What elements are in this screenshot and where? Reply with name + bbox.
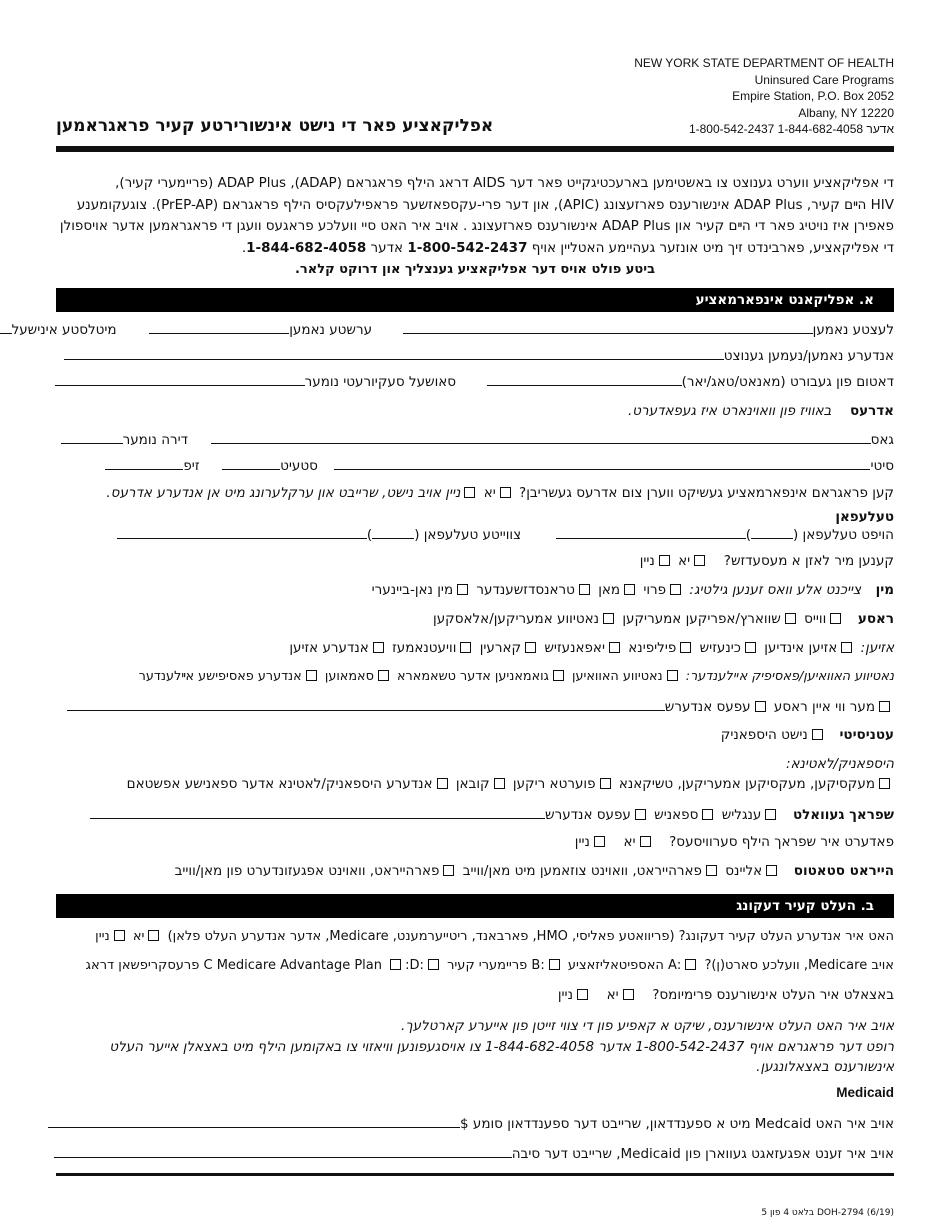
last-name-label: לעצטע נאמען xyxy=(812,322,894,338)
name-row xyxy=(11,320,894,338)
pacific-option-label: אנדערע פאסיפישע אײלענדער xyxy=(138,669,302,684)
asian-option-label: אנדערע אזיען xyxy=(289,640,369,656)
print-instruction: ביטע פולט אויס דער אפליקאציע גענצליך און דרוקט קלאר. xyxy=(294,262,656,277)
gender-option-checkbox[interactable] xyxy=(457,584,468,595)
gender-option-checkbox[interactable] xyxy=(579,584,590,595)
address-note: באוויז פון וואוינארט איז געפאדערט. xyxy=(627,403,832,419)
street-label: גאס xyxy=(870,432,894,448)
denial-reason-field[interactable] xyxy=(54,1144,512,1158)
agency-city: Albany, NY 12220 xyxy=(798,105,894,120)
gender-option-checkbox[interactable] xyxy=(670,584,681,595)
alt-phone-area-code[interactable] xyxy=(372,525,414,539)
insurance-note-line: אויב איר האט העלט אינשורענס, שיקט א קאפיע פון די צווי זייטן פון אייערע קארטלעך. xyxy=(401,1018,894,1034)
pacific-option-checkbox[interactable] xyxy=(378,670,389,681)
message-no-checkbox[interactable] xyxy=(659,555,670,566)
dob-label: דאטום פון געבורט (מאנאט/טאג/יאר) xyxy=(681,374,894,390)
dob-row xyxy=(56,372,894,390)
hotline-number-alt: 1-844-682-4058 xyxy=(246,239,367,256)
language-option-label: עפעס אנדערש xyxy=(545,807,631,823)
message-row xyxy=(56,553,894,569)
agency-phone: 1-800-542-2437 אדער 1-844-682-4058 xyxy=(688,122,894,136)
mail-question: קען פראגראם אינפארמאציע געשיקט ווערן צום אדרעס געשריבן? xyxy=(519,485,894,501)
race-option-checkbox[interactable] xyxy=(785,613,796,624)
ssn-field[interactable] xyxy=(55,372,305,386)
paren: ) xyxy=(366,527,373,543)
language-option-checkbox[interactable] xyxy=(765,809,776,820)
hispanic-option-checkbox[interactable] xyxy=(437,778,448,789)
language-option-label: ספאניש xyxy=(654,807,699,823)
mail-no-checkbox[interactable] xyxy=(464,487,475,498)
hispanic-label: היספאניק/לאטינא: xyxy=(785,756,894,772)
yes-label: יא xyxy=(623,834,636,850)
asian-option-checkbox[interactable] xyxy=(841,642,852,653)
gender-option-label: פרוי xyxy=(643,582,667,598)
race-row xyxy=(56,611,894,627)
hispanic-option-label: אנדערע היספאניק/לאטינא אדער ספאנישע אפשטאם xyxy=(126,776,433,792)
yes-label: יא xyxy=(132,929,145,944)
agency-street: Empire Station, P.O. Box 2052 xyxy=(732,89,894,103)
paren: ) xyxy=(745,527,751,543)
gender-option-label: מאן xyxy=(598,582,621,598)
section-a-header: א. אפליקאנט אינפארמאציע xyxy=(56,288,894,312)
gender-option-checkbox[interactable] xyxy=(624,584,635,595)
form-footer: DOH-2794 (6/19) בלאט 4 פון 5 xyxy=(761,1208,894,1218)
address-heading-row xyxy=(56,403,894,419)
yes-label: יא xyxy=(606,987,619,1003)
other-race-label: עפעס אנדערש xyxy=(664,699,751,715)
interpreter-no-checkbox[interactable] xyxy=(594,836,605,847)
gender-label: מין xyxy=(875,582,894,598)
gender-option-label: טראנסדזשענדער xyxy=(476,582,575,598)
hispanic-row xyxy=(56,776,894,792)
pacific-option-checkbox[interactable] xyxy=(553,670,564,681)
coverage-yes-checkbox[interactable] xyxy=(148,930,159,941)
medicare-part-label: :D פרעסקריפשאן דראג xyxy=(85,958,420,973)
race-option-checkbox[interactable] xyxy=(603,613,614,624)
title-divider xyxy=(56,146,894,152)
no-label: ניין xyxy=(574,834,590,850)
pacific-option-checkbox[interactable] xyxy=(306,670,317,681)
medicare-part-checkbox[interactable] xyxy=(685,959,696,970)
state-field[interactable] xyxy=(222,456,280,470)
hispanic-option-checkbox[interactable] xyxy=(494,778,505,789)
medicare-part-label: :A האספיטאליזאציע xyxy=(567,958,682,973)
phone-label: טעלעפאן xyxy=(835,509,894,525)
other-names-field[interactable] xyxy=(64,346,724,360)
interpreter-yes-checkbox[interactable] xyxy=(640,836,651,847)
race-option-checkbox[interactable] xyxy=(830,613,841,624)
premium-yes-checkbox[interactable] xyxy=(623,989,634,1000)
medicare-part-checkbox[interactable] xyxy=(428,959,439,970)
medicare-part-label: :B פריימערי קעיר xyxy=(447,958,545,973)
premium-no-checkbox[interactable] xyxy=(577,989,588,1000)
coverage-no-checkbox[interactable] xyxy=(114,930,125,941)
race-option-label: שווארץ/אפריקען אמעריקען xyxy=(622,611,781,627)
medicare-row xyxy=(56,958,894,973)
hispanic-option-label: מעקסיקען, מעקסיקען אמעריקען, טשיקאנא xyxy=(618,776,875,792)
mail-yes-checkbox[interactable] xyxy=(500,487,511,498)
language-row xyxy=(56,805,894,823)
street-row xyxy=(56,430,894,448)
phone-row xyxy=(56,525,894,543)
multi-race-checkbox[interactable] xyxy=(879,701,890,712)
not-hispanic-checkbox[interactable] xyxy=(812,729,823,740)
language-option-label: ענגליש xyxy=(721,807,762,823)
last-name-field[interactable] xyxy=(403,320,813,334)
hispanic-option-checkbox[interactable] xyxy=(600,778,611,789)
other-names-row xyxy=(56,346,894,364)
middle-initial-label: מיטלסטע אינישעל xyxy=(11,322,117,338)
asian-option-checkbox[interactable] xyxy=(460,642,471,653)
main-phone-area-code[interactable] xyxy=(751,525,793,539)
premium-row xyxy=(56,987,894,1003)
asian-option-label: אזיען אינדיען xyxy=(764,640,838,656)
asian-row xyxy=(56,640,894,656)
ssn-label: סאושעל סעקיורעטי נומער xyxy=(304,374,457,390)
asian-option-label: כינעזיש xyxy=(699,640,741,656)
other-language-field[interactable] xyxy=(90,805,545,819)
asian-option-label: יאפאנעזיש xyxy=(544,640,605,656)
ethnicity-row xyxy=(56,727,894,743)
asian-option-checkbox[interactable] xyxy=(373,642,384,653)
spenddown-label: אויב איר האט Medcaid מיט א ספענדדאון, שרייבט דער ספענדדאון סומע $ xyxy=(459,1116,894,1132)
race-more-row xyxy=(56,697,894,715)
address-label: אדרעס xyxy=(849,403,894,419)
intro-line: HIV הײם קעיר, ADAP Plus אינשורענס פארזעצונג (APIC), און דער פרי-עקספאזשער פראפילעקסיס הילף פראגראם (PrEP-AP). צוגעקומענע xyxy=(76,196,894,213)
pacific-option-label: גואמאניען אדער טשאמארא xyxy=(397,669,549,684)
ethnicity-label: עטניסיטי xyxy=(839,727,894,743)
language-option-checkbox[interactable] xyxy=(635,809,646,820)
no-label: ניין xyxy=(557,987,573,1003)
asian-option-label: פיליפינא xyxy=(628,640,677,656)
insurance-note-line: רופט דער פראגראם אויף 1-800-542-2437 אדער 1-844-682-4058 צו אויסגעפונען וויאזוי צו באקומען הילף מיט באצאלן אייער העלט xyxy=(109,1038,894,1055)
main-phone-number[interactable] xyxy=(556,525,746,539)
agency-program: Uninsured Care Programs xyxy=(754,72,894,87)
medicaid-heading: Medicaid xyxy=(836,1085,894,1100)
city-row xyxy=(56,456,894,474)
hotline-number: 1-800-542-2437 xyxy=(407,239,528,256)
message-question: קענען מיר לאזן א מעסעדזש? xyxy=(723,553,894,569)
interpreter-row xyxy=(56,834,894,850)
insurance-note xyxy=(56,1016,894,1078)
zip-field[interactable] xyxy=(105,456,183,470)
race-label: ראסע xyxy=(857,611,894,627)
pacific-option-checkbox[interactable] xyxy=(667,670,678,681)
marital-option-label: פארהייראט, וואוינט צוזאמען מיט מאן/ווייב xyxy=(462,863,702,879)
alt-phone-number[interactable] xyxy=(117,525,367,539)
hispanic-option-label: קובאן xyxy=(455,776,490,792)
marital-option-checkbox[interactable] xyxy=(706,865,717,876)
agency-address xyxy=(634,55,894,138)
medicare-part-label: :C Medicare Advantage Plan xyxy=(203,958,424,973)
street-field[interactable] xyxy=(211,430,871,444)
pacific-row xyxy=(56,669,894,684)
marital-option-checkbox[interactable] xyxy=(443,865,454,876)
footer-divider xyxy=(56,1173,894,1176)
marital-option-label: אליינס xyxy=(725,863,763,879)
marital-option-label: פארהייראט, וואוינט אפגעזונדערט פון מאן/ווייב xyxy=(174,863,440,879)
zip-label: זיפ xyxy=(183,458,200,474)
denial-reason-label: אויב איר זענט אפגעזאגט געווארן פון Medicaid, שרייבט דער סיבה xyxy=(511,1146,894,1162)
other-coverage-row xyxy=(56,929,894,944)
form-title: אפליקאציע פאר די נישט אינשורירטע קעיר פראגראמען xyxy=(56,116,494,136)
other-race-checkbox[interactable] xyxy=(755,701,766,712)
dob-field[interactable] xyxy=(487,372,682,386)
gender-row xyxy=(56,582,894,598)
asian-option-checkbox[interactable] xyxy=(609,642,620,653)
alt-phone-label: צווייטע טעלעפאן ( xyxy=(414,527,522,543)
agency-name: NEW YORK STATE DEPARTMENT OF HEALTH xyxy=(634,56,894,70)
spenddown-row xyxy=(56,1114,894,1132)
gender-option-label: מין נאן-ביינערי xyxy=(371,582,454,598)
other-coverage-question: האט איר אנדערע העלט קעיר דעקונג? (פריוואטע פאליסי, HMO, פארבאנד, ריטייערמענט, Medicare, אדער אנדערע העלט פלאן) xyxy=(167,929,894,944)
other-names-label: אנדערע נאמען/נעמען גענוצט xyxy=(723,348,894,364)
medicare-question: אויב Medicare, וועלכע סארט(ן)? xyxy=(704,958,894,973)
message-yes-checkbox[interactable] xyxy=(694,555,705,566)
pacific-option-label: נאטיווע האוואיען xyxy=(571,669,663,684)
intro-line: די אפליקאציע ווערט גענוצט צו באשטימען בארעכטיגקייט פאר דער AIDS דראג הילף פראגראם (ADAP), ADAP Plus (פריימערי קעיר), xyxy=(115,175,894,191)
insurance-note-line: אינשורענס באצאלונגען. xyxy=(756,1059,894,1075)
city-field[interactable] xyxy=(334,456,870,470)
other-race-field[interactable] xyxy=(67,697,665,711)
language-label: שפראך געוואלט xyxy=(792,807,894,823)
pacific-label: נאטיווע האוואיען/פאסיפיק אײלענדער: xyxy=(685,669,894,684)
middle-initial-field[interactable] xyxy=(0,320,12,334)
asian-option-checkbox[interactable] xyxy=(525,642,536,653)
yes-label: יא xyxy=(483,485,496,501)
asian-option-label: קארעין xyxy=(479,640,522,656)
race-option-label: נאטיווע אמעריקען/אלאסקען xyxy=(433,611,600,627)
spenddown-field[interactable] xyxy=(48,1114,460,1128)
gender-note: צייכנט אלע וואס זענען גילטיג: xyxy=(689,582,862,598)
mail-no-note: ניין אויב נישט, שרייבט און ערקלערונג מיט אן אנדערע אדרעס. xyxy=(106,485,461,501)
city-label: סיטי xyxy=(870,458,894,474)
intro-line: פאפירן איז נויטיג פאר די הײם קעיר און ADAP Plus אינשורענס פארזעצונג . אויב איר האט סיי וועלכע פראגעס וועגן די פראגראמען אדער אויספולן xyxy=(59,218,894,234)
multi-race-label: מער ווי איין ראסע xyxy=(773,699,875,715)
asian-option-checkbox[interactable] xyxy=(680,642,691,653)
pacific-option-label: סאמאוען xyxy=(324,669,374,684)
denial-row xyxy=(56,1144,894,1162)
asian-option-checkbox[interactable] xyxy=(745,642,756,653)
apt-label: דירה נומער xyxy=(122,432,189,448)
state-label: סטעיט xyxy=(280,458,318,474)
apt-field[interactable] xyxy=(61,430,123,444)
race-option-label: ווייס xyxy=(804,611,827,627)
main-phone-label: הויפט טעלעפאן ( xyxy=(792,527,894,543)
first-name-field[interactable] xyxy=(149,320,289,334)
not-hispanic-label: נישט היספאניק xyxy=(720,727,808,743)
yes-label: יא xyxy=(678,553,691,569)
mail-permission-row xyxy=(56,485,894,501)
no-label: ניין xyxy=(95,929,110,944)
section-b-header: ב. העלט קעיר דעקונג xyxy=(56,894,894,918)
first-name-label: ערשטע נאמען xyxy=(289,322,373,338)
no-label: ניין xyxy=(639,553,655,569)
premium-question: באצאלט איר העלט אינשורענס פרימיומס? xyxy=(652,987,894,1003)
marital-row xyxy=(56,863,894,879)
hispanic-option-label: פוערטא ריקען xyxy=(512,776,596,792)
asian-option-label: וויעטנאמעז xyxy=(392,640,457,656)
medicare-part-checkbox[interactable] xyxy=(549,959,560,970)
marital-status-label: הייראט סטאטוס xyxy=(793,863,894,879)
intro-line: די אפליקאציע, פארבינדט זיך מיט אונזער געהיימע האטליין אויף 1-800-542-2437 אדער 1-844-682-4058. xyxy=(241,239,894,256)
asian-label: אזיען: xyxy=(860,640,894,656)
hispanic-option-checkbox[interactable] xyxy=(879,778,890,789)
interpreter-question: פאדערט איר שפראך הילף סערוויסעס? xyxy=(669,834,894,850)
language-option-checkbox[interactable] xyxy=(702,809,713,820)
marital-option-checkbox[interactable] xyxy=(766,865,777,876)
intro-paragraph xyxy=(56,173,894,259)
medicare-part-checkbox[interactable] xyxy=(390,959,401,970)
